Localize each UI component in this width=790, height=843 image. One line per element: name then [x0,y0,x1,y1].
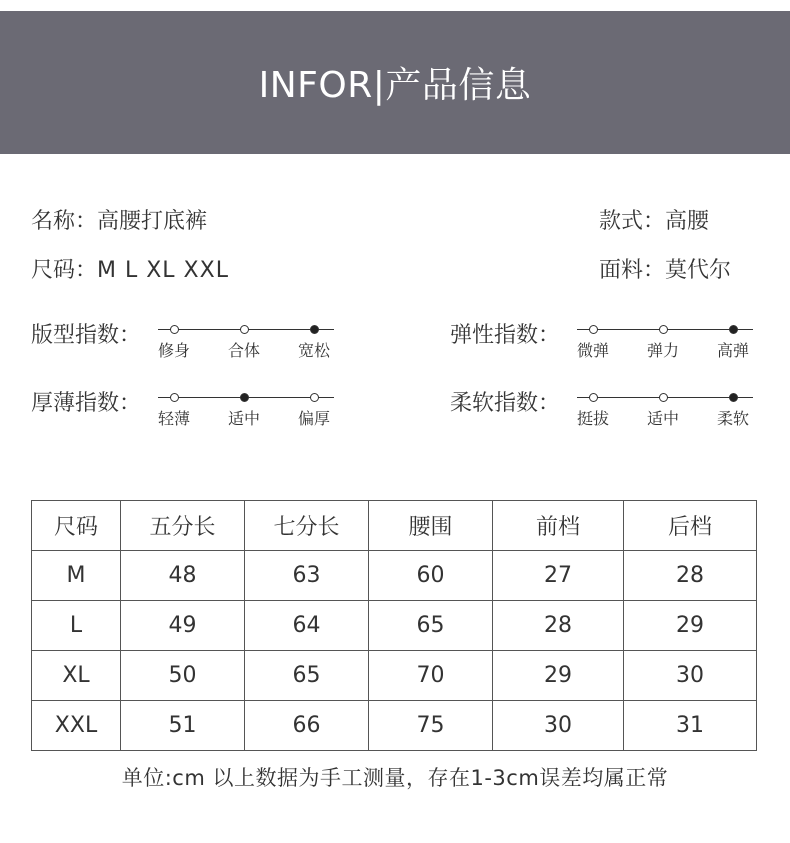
index-elasticity-label: 弹性指数： [450,323,561,348]
scale-dot-selected [729,325,738,334]
info-name-label: 名称： [31,209,98,234]
scale-option-label: 合体 [227,341,261,360]
table-cell: 51 [121,701,245,751]
scale-dot [170,325,179,334]
header-banner [0,11,790,154]
index-thickness-scale [156,386,336,436]
scale-option-label: 微弹 [576,341,610,360]
table-cell: 63 [245,551,369,601]
index-thickness-label: 厚薄指数： [31,391,142,416]
scale-dot-selected [310,325,319,334]
table-row [32,651,757,701]
table-cell: 30 [493,701,624,751]
table-cell: 75 [369,701,493,751]
table-row [32,551,757,601]
scale-dot-selected [729,393,738,402]
scale-option-label: 弹力 [646,341,680,360]
table-cell: 65 [245,651,369,701]
header-cell: 七分长 [245,501,369,551]
scale-dot [240,325,249,334]
scale-option-label: 偏厚 [297,409,331,428]
index-elasticity-scale [575,318,755,368]
header-cell: 腰围 [369,501,493,551]
scale-option-label: 高弹 [716,341,750,360]
info-fabric-label: 面料： [599,258,666,283]
table-cell: 50 [121,651,245,701]
index-fit-label: 版型指数： [31,323,142,348]
header-cell: 后档 [624,501,757,551]
measurement-note: 单位:cm 以上数据为手工测量，存在1-3cm误差均属正常 [121,766,669,790]
scale-option-label: 修身 [157,341,191,360]
index-softness-scale [575,386,755,436]
table-cell: 49 [121,601,245,651]
scale-option-label: 适中 [646,409,680,428]
table-cell: 70 [369,651,493,701]
info-size-label: 尺码： [31,258,98,283]
size-table [31,500,757,751]
scale-option-label: 轻薄 [157,409,191,428]
info-style-value: 高腰 [665,209,710,234]
header-cell: 前档 [493,501,624,551]
index-softness-label: 柔软指数： [450,391,561,416]
info-name-value: 高腰打底裤 [97,209,208,234]
scale-dot [170,393,179,402]
info-size-value: M L XL XXL [97,258,229,283]
scale-dot [659,393,668,402]
info-fabric-value: 莫代尔 [665,258,732,283]
table-cell: L [32,601,121,651]
table-cell: XXL [32,701,121,751]
table-cell: 28 [624,551,757,601]
table-cell: 48 [121,551,245,601]
table-cell: XL [32,651,121,701]
info-style-label: 款式： [599,209,666,234]
table-cell: 64 [245,601,369,651]
table-cell: 31 [624,701,757,751]
table-row [32,701,757,751]
table-cell: 65 [369,601,493,651]
info-size [31,253,229,284]
table-cell: M [32,551,121,601]
scale-dot [589,325,598,334]
table-cell: 29 [493,651,624,701]
header-cell: 尺码 [32,501,121,551]
scale-dot [659,325,668,334]
info-style [599,204,709,235]
scale-option-label: 宽松 [297,341,331,360]
scale-option-label: 适中 [227,409,261,428]
table-cell: 66 [245,701,369,751]
info-name [31,204,207,235]
table-cell: 30 [624,651,757,701]
table-row [32,601,757,651]
page-title: INFOR|产品信息 [258,65,532,106]
table-cell: 60 [369,551,493,601]
scale-dot [310,393,319,402]
scale-dot [589,393,598,402]
info-fabric [599,253,731,284]
table-cell: 28 [493,601,624,651]
table-cell: 27 [493,551,624,601]
scale-option-label: 挺拔 [576,409,610,428]
size-table-header-row [32,501,757,551]
table-cell: 29 [624,601,757,651]
header-cell: 五分长 [121,501,245,551]
scale-option-label: 柔软 [716,409,750,428]
scale-dot-selected [240,393,249,402]
index-fit-scale [156,318,336,368]
